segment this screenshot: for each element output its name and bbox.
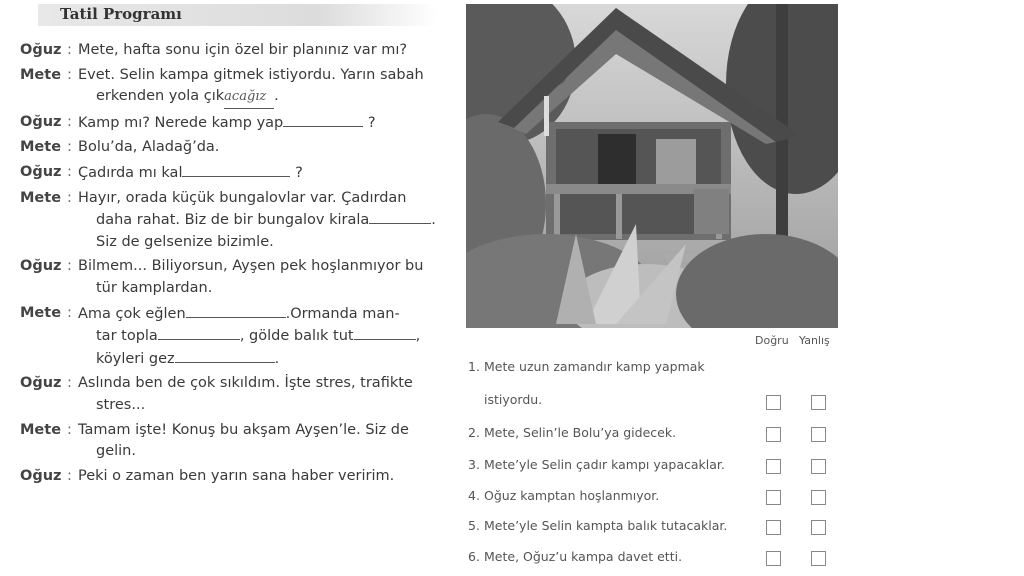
dialogue-line: Mete : Ama çok eğlen .Ormanda man- tar topla , gölde balık tut , köyleri gez .: [20, 304, 421, 367]
dialogue: [20, 40, 440, 490]
fill-blank[interactable]: [175, 348, 275, 363]
dialogue-line: Mete : Evet. Selin kampa gitmek istiyordu. Yarın sabah erkenden yola çıkacağız .: [20, 65, 440, 109]
line-text: Siz de gelsenize bizimle.: [96, 233, 274, 250]
true-checkbox[interactable]: [766, 490, 781, 505]
handwritten-answer: acağız: [224, 86, 274, 109]
dialogue-line: Mete : Hayır, orada küçük bungalovlar var. Çadırdan daha rahat. Biz de bir bungalov kirala . Siz de gelsenize bizimle.: [20, 188, 440, 254]
statement: 5. Mete’yle Selin kampta balık tutacaklar.: [468, 518, 728, 533]
speaker: Mete: [20, 139, 62, 156]
false-checkbox[interactable]: [811, 551, 826, 566]
true-column-header: Doğru: [755, 334, 789, 347]
line-text: Hayır, orada küçük bungalovlar var. Çadırdan: [78, 189, 407, 206]
line-text: köyleri gez: [96, 350, 175, 367]
fill-blank[interactable]: [354, 325, 416, 340]
speaker: Oğuz: [20, 467, 62, 484]
statement-continuation: istiyordu.: [484, 392, 543, 407]
line-text: Bolu’da, Aladağ’da.: [78, 139, 220, 156]
line-text: daha rahat. Biz de bir bungalov kirala: [96, 212, 370, 229]
dialogue-line: Oğuz : Kamp mı? Nerede kamp yap ?: [20, 112, 440, 135]
speaker: Oğuz: [20, 113, 62, 130]
statement: 3. Mete’yle Selin çadır kampı yapacaklar.: [468, 457, 725, 472]
speaker: Mete: [20, 421, 62, 438]
speaker: Mete: [20, 66, 62, 83]
fill-blank[interactable]: [182, 162, 290, 177]
line-text: Ama çok eğlen: [78, 305, 186, 322]
line-text: Mete, hafta sonu için özel bir planınız var mı?: [78, 42, 408, 58]
line-text: Bilmem... Biliyorsun, Ayşen pek hoşlanmıyor bu: [78, 258, 424, 275]
true-checkbox[interactable]: [766, 395, 781, 410]
dialogue-line: Mete : Bolu’da, Aladağ’da.: [20, 137, 440, 159]
speaker: Oğuz: [20, 375, 62, 392]
fill-blank[interactable]: [369, 209, 431, 224]
true-checkbox[interactable]: [766, 427, 781, 442]
line-text: Peki o zaman ben yarın sana haber veririm.: [78, 467, 395, 484]
statement: 1. Mete uzun zamandır kamp yapmak: [468, 359, 705, 374]
false-checkbox[interactable]: [811, 459, 826, 474]
dialogue-line: Oğuz : Çadırda mı kal ?: [20, 162, 440, 185]
statement: 2. Mete, Selin’le Bolu’ya gidecek.: [468, 425, 677, 440]
false-column-header: Yanlış: [799, 334, 830, 347]
speaker: Oğuz: [20, 258, 62, 275]
fill-blank[interactable]: [158, 325, 240, 340]
line-text: gelin.: [96, 443, 136, 460]
line-text: Evet. Selin kampa gitmek istiyordu. Yarın sabah: [78, 66, 424, 83]
line-text: stres...: [96, 396, 146, 413]
false-checkbox[interactable]: [811, 395, 826, 410]
dialogue-line: Oğuz : Bilmem... Biliyorsun, Ayşen pek hoşlanmıyor bu tür kamplardan.: [20, 256, 440, 299]
true-checkbox[interactable]: [766, 459, 781, 474]
speaker: Mete: [20, 189, 62, 206]
fill-blank[interactable]: [186, 303, 286, 318]
false-checkbox[interactable]: [811, 490, 826, 505]
section-title: Tatil Programı: [60, 5, 182, 23]
false-checkbox[interactable]: [811, 520, 826, 535]
line-text: Çadırda mı kal: [78, 164, 183, 181]
dialogue-line: Oğuz : Aslında ben de çok sıkıldım. İşte stres, trafikte stres...: [20, 373, 440, 416]
dialogue-line: Oğuz : Peki o zaman ben yarın sana haber veririm.: [20, 466, 440, 488]
bungalow-photo: [466, 4, 838, 328]
fill-blank[interactable]: [283, 112, 363, 127]
speaker: Oğuz: [20, 42, 62, 58]
speaker: Mete: [20, 304, 62, 321]
line-text: Tamam işte! Konuş bu akşam Ayşen’le. Siz de: [78, 421, 409, 438]
line-text: erkenden yola çık: [96, 88, 225, 105]
line-text: Aslında ben de çok sıkıldım. İşte stres, trafikte: [78, 375, 413, 392]
line-text: Kamp mı? Nerede kamp yap: [78, 114, 284, 131]
speaker: Oğuz: [20, 163, 62, 180]
true-checkbox[interactable]: [766, 520, 781, 535]
line-text: tar topla: [96, 328, 158, 345]
line-text: tür kamplardan.: [96, 279, 213, 296]
true-checkbox[interactable]: [766, 551, 781, 566]
dialogue-line: Mete : Tamam işte! Konuş bu akşam Ayşen’le. Siz de gelin.: [20, 420, 440, 463]
false-checkbox[interactable]: [811, 427, 826, 442]
dialogue-line: Oğuz : Mete, hafta sonu için özel bir planınız var mı?: [20, 40, 440, 62]
statement: 6. Mete, Oğuz’u kampa davet etti.: [468, 549, 683, 564]
statement: 4. Oğuz kamptan hoşlanmıyor.: [468, 488, 660, 503]
